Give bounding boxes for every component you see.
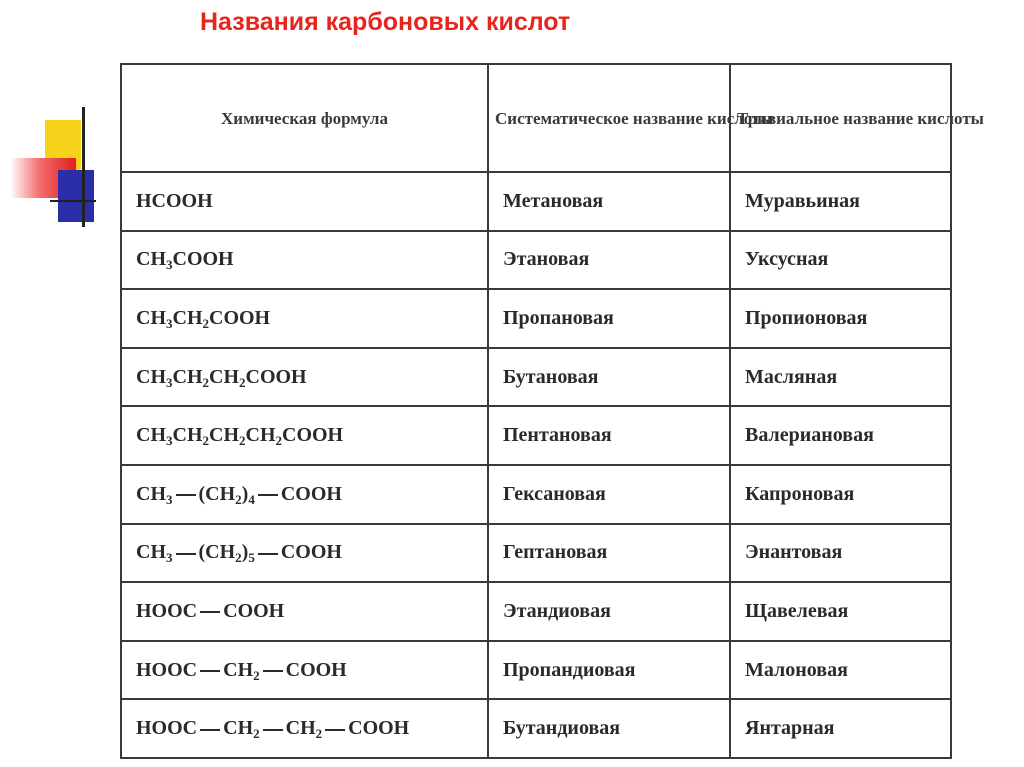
formula-cell: HOOC $CH_2$ COOH [121, 641, 488, 700]
trivial-name-cell: Капроновая [730, 465, 951, 524]
table-row [121, 172, 951, 231]
trivial-name-cell: Янтарная [730, 699, 951, 758]
decor-blue-square [58, 170, 94, 222]
acids-table-container [120, 63, 984, 759]
formula-cell: $CH_3CH_2CH_2COOH$ [121, 348, 488, 407]
header-formula: Химическая формула [121, 64, 488, 172]
systematic-name-cell: Этановая [488, 231, 730, 290]
table-row [121, 582, 951, 641]
decor-vertical-line [82, 107, 85, 227]
header-systematic-name: Систематическое название кислоты [488, 64, 730, 172]
slide-title: Названия карбоновых кислот [200, 8, 571, 36]
table-row [121, 289, 951, 348]
formula-cell: $CH_3$ $(CH_2)_4$ COOH [121, 465, 488, 524]
header-trivial-name: Тривиальное название кислоты [730, 64, 951, 172]
trivial-name-cell: Щавелевая [730, 582, 951, 641]
formula-cell: HOOC $CH_2$ $CH_2$ COOH [121, 699, 488, 758]
systematic-name-cell: Бутановая [488, 348, 730, 407]
table-row [121, 465, 951, 524]
table-row [121, 641, 951, 700]
table-row [121, 231, 951, 290]
acids-table [120, 63, 984, 759]
systematic-name-cell: Пентановая [488, 406, 730, 465]
formula-cell: $CH_3COOH$ [121, 231, 488, 290]
trivial-name-cell: Валериановая [730, 406, 951, 465]
systematic-name-cell: Метановая [488, 172, 730, 231]
trivial-name-cell: Муравьиная [730, 172, 951, 231]
formula-cell: HOOC COOH [121, 582, 488, 641]
trivial-name-cell: Масляная [730, 348, 951, 407]
systematic-name-cell: Пропандиовая [488, 641, 730, 700]
formula-cell: $CH_3CH_2CH_2CH_2COOH$ [121, 406, 488, 465]
formula-cell: HCOOH [121, 172, 488, 231]
systematic-name-cell: Гептановая [488, 524, 730, 583]
systematic-name-cell: Бутандиовая [488, 699, 730, 758]
decor-horizontal-line [50, 200, 96, 202]
formula-cell: $CH_3$ $(CH_2)_5$ COOH [121, 524, 488, 583]
table-row [121, 699, 951, 758]
trivial-name-cell: Уксусная [730, 231, 951, 290]
trivial-name-cell: Пропионовая [730, 289, 951, 348]
table-row [121, 406, 951, 465]
table-header-row [121, 64, 951, 172]
systematic-name-cell: Этандиовая [488, 582, 730, 641]
systematic-name-cell: Пропановая [488, 289, 730, 348]
trivial-name-cell: Энантовая [730, 524, 951, 583]
table-row [121, 348, 951, 407]
trivial-name-cell: Малоновая [730, 641, 951, 700]
systematic-name-cell: Гексановая [488, 465, 730, 524]
formula-cell: $CH_3CH_2COOH$ [121, 289, 488, 348]
table-row [121, 524, 951, 583]
